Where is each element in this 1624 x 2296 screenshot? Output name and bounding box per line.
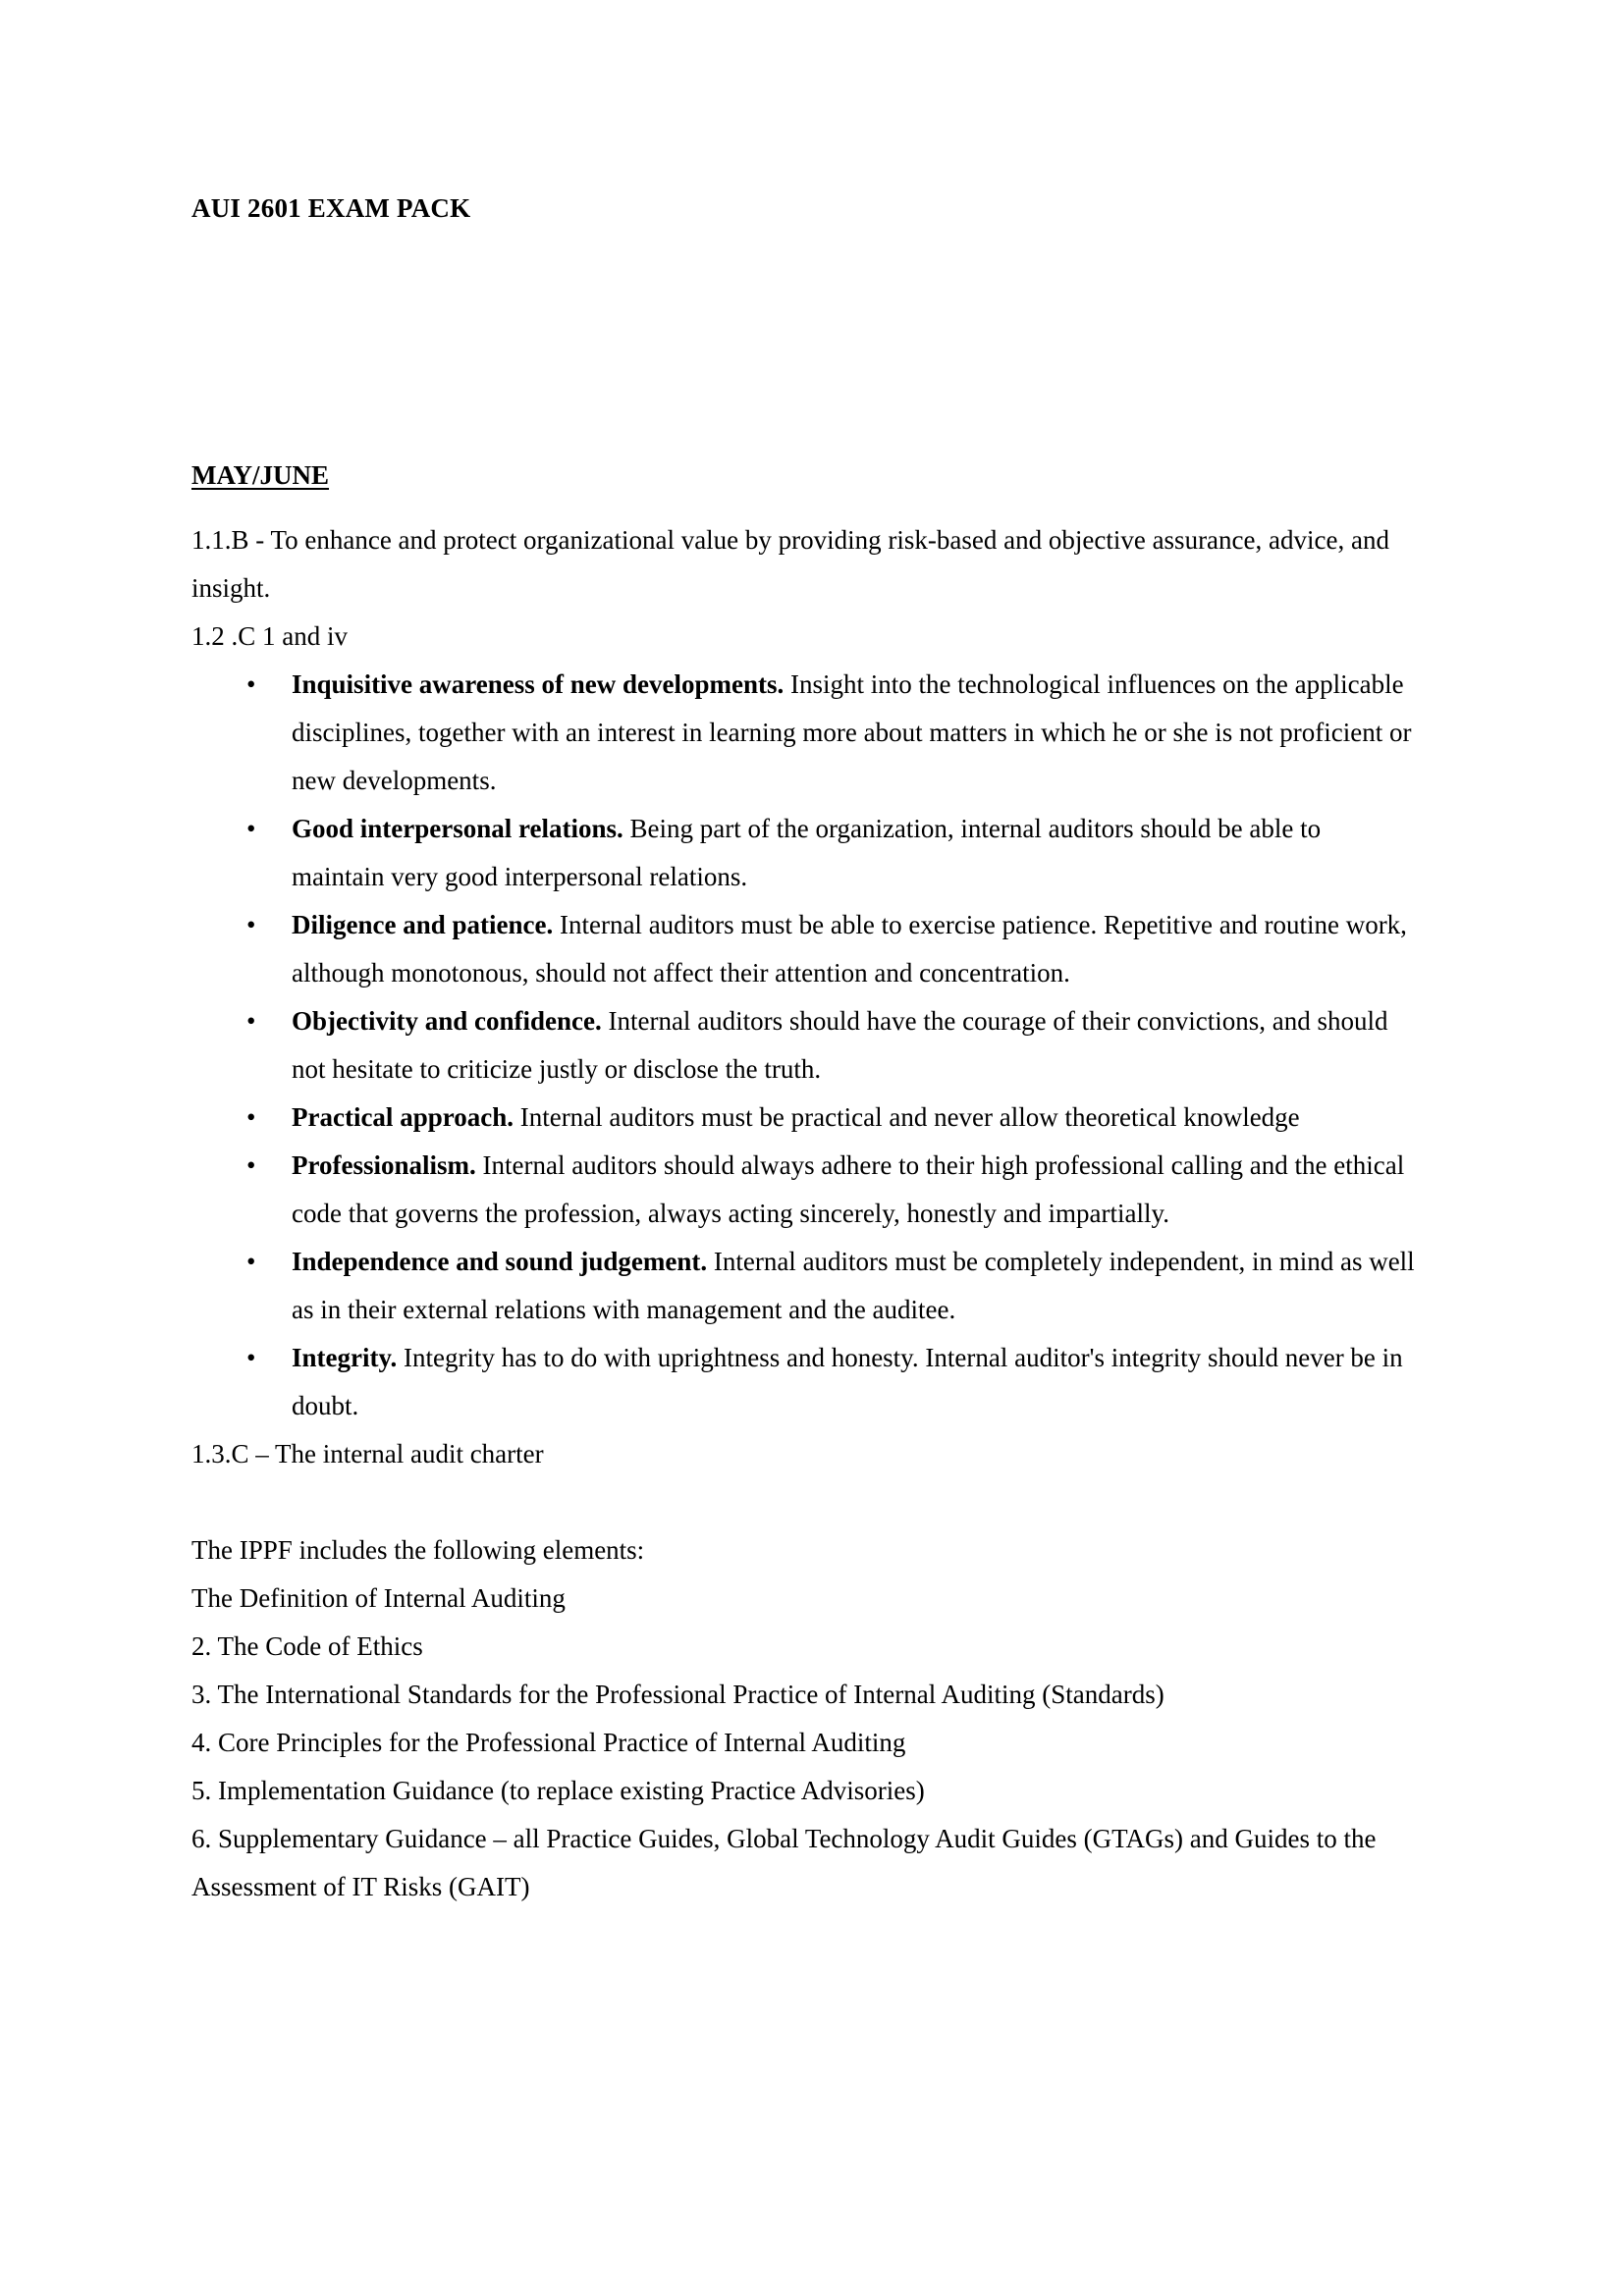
bullet-icon: •: [246, 1247, 256, 1276]
list-item-lead: Practical approach.: [292, 1102, 514, 1132]
list-item-body: Internal auditors must be able to exercise patience. Repetitive and routine work, although monotonous, should not affect their attention and concentration.: [292, 910, 1407, 988]
list-item-body: Internal auditors should always adhere to their high professional calling and the ethical code that governs the profession, always acting sincerely, honestly and impartially.: [292, 1150, 1405, 1228]
list-item-lead: Good interpersonal relations.: [292, 814, 623, 843]
list-item-body: Internal auditors must be practical and never allow theoretical knowledge: [513, 1102, 1300, 1132]
list-item: [191, 1142, 1419, 1238]
list-item: [191, 1238, 1419, 1334]
page-title: AUI 2601 EXAM PACK: [191, 193, 471, 223]
bullet-icon: •: [246, 1102, 256, 1132]
list-item-body: Internal auditors should have the courage of their convictions, and should not hesitate to criticize justly or disclose the truth.: [292, 1006, 1388, 1084]
list-item-lead: Inquisitive awareness of new developments.: [292, 669, 785, 699]
list-item-lead: Objectivity and confidence.: [292, 1006, 602, 1036]
list-item-lead: Independence and sound judgement.: [292, 1247, 708, 1276]
bullet-icon: •: [246, 1150, 256, 1180]
answer-1-2: 1.2 .C 1 and iv: [191, 621, 348, 651]
list-item: [191, 997, 1419, 1094]
list-item: [191, 661, 1419, 805]
list-item: [191, 901, 1419, 997]
bullet-icon: •: [246, 1343, 256, 1372]
list-item-body: Insight into the technological influences on the applicable disciplines, together with an interest in learning more about matters in which he or she is not proficient or new developments.: [292, 669, 1412, 795]
section-heading-mayjune: [191, 222, 1419, 489]
list-item: [191, 805, 1419, 901]
list-item-lead: Diligence and patience.: [292, 910, 554, 939]
ippf-item: 4. Core Principles for the Professional Practice of Internal Auditing: [191, 1728, 906, 1757]
paragraph-spacer: [191, 1478, 1419, 1526]
document-body: [191, 0, 1419, 1911]
section-heading-label: MAY/JUNE: [191, 460, 330, 490]
list-item-body: Integrity has to do with uprightness and honesty. Internal auditor's integrity should never be in doubt.: [292, 1343, 1403, 1420]
ippf-item: 6. Supplementary Guidance – all Practice Guides, Global Technology Audit Guides (GTAGs) and Guides to the Assessment of IT Risks (GAIT): [191, 1824, 1377, 1901]
ippf-item: 5. Implementation Guidance (to replace existing Practice Advisories): [191, 1776, 925, 1805]
list-item-body: Internal auditors must be completely independent, in mind as well as in their external relations with management and the auditee.: [292, 1247, 1415, 1324]
answer-1-3: 1.3.C – The internal audit charter: [191, 1439, 544, 1468]
ippf-item: The Definition of Internal Auditing: [191, 1583, 566, 1613]
ippf-item: 3. The International Standards for the Professional Practice of Internal Auditing (Standards): [191, 1680, 1164, 1709]
ippf-intro: The IPPF includes the following elements:: [191, 1535, 645, 1565]
attributes-bullet-list: [191, 661, 1419, 1430]
ippf-item: 2. The Code of Ethics: [191, 1631, 423, 1661]
list-item: [191, 1334, 1419, 1430]
list-item: [191, 1094, 1419, 1142]
bullet-icon: •: [246, 814, 256, 843]
bullet-icon: •: [246, 910, 256, 939]
list-item-body: Being part of the organization, internal auditors should be able to maintain very good interpersonal relations.: [292, 814, 1322, 891]
list-item-lead: Integrity.: [292, 1343, 398, 1372]
list-item-lead: Professionalism.: [292, 1150, 476, 1180]
bullet-icon: •: [246, 1006, 256, 1036]
answer-1-1: 1.1.B - To enhance and protect organizational value by providing risk-based and objective assurance, advice, and insight.: [191, 525, 1389, 603]
bullet-icon: •: [246, 669, 256, 699]
